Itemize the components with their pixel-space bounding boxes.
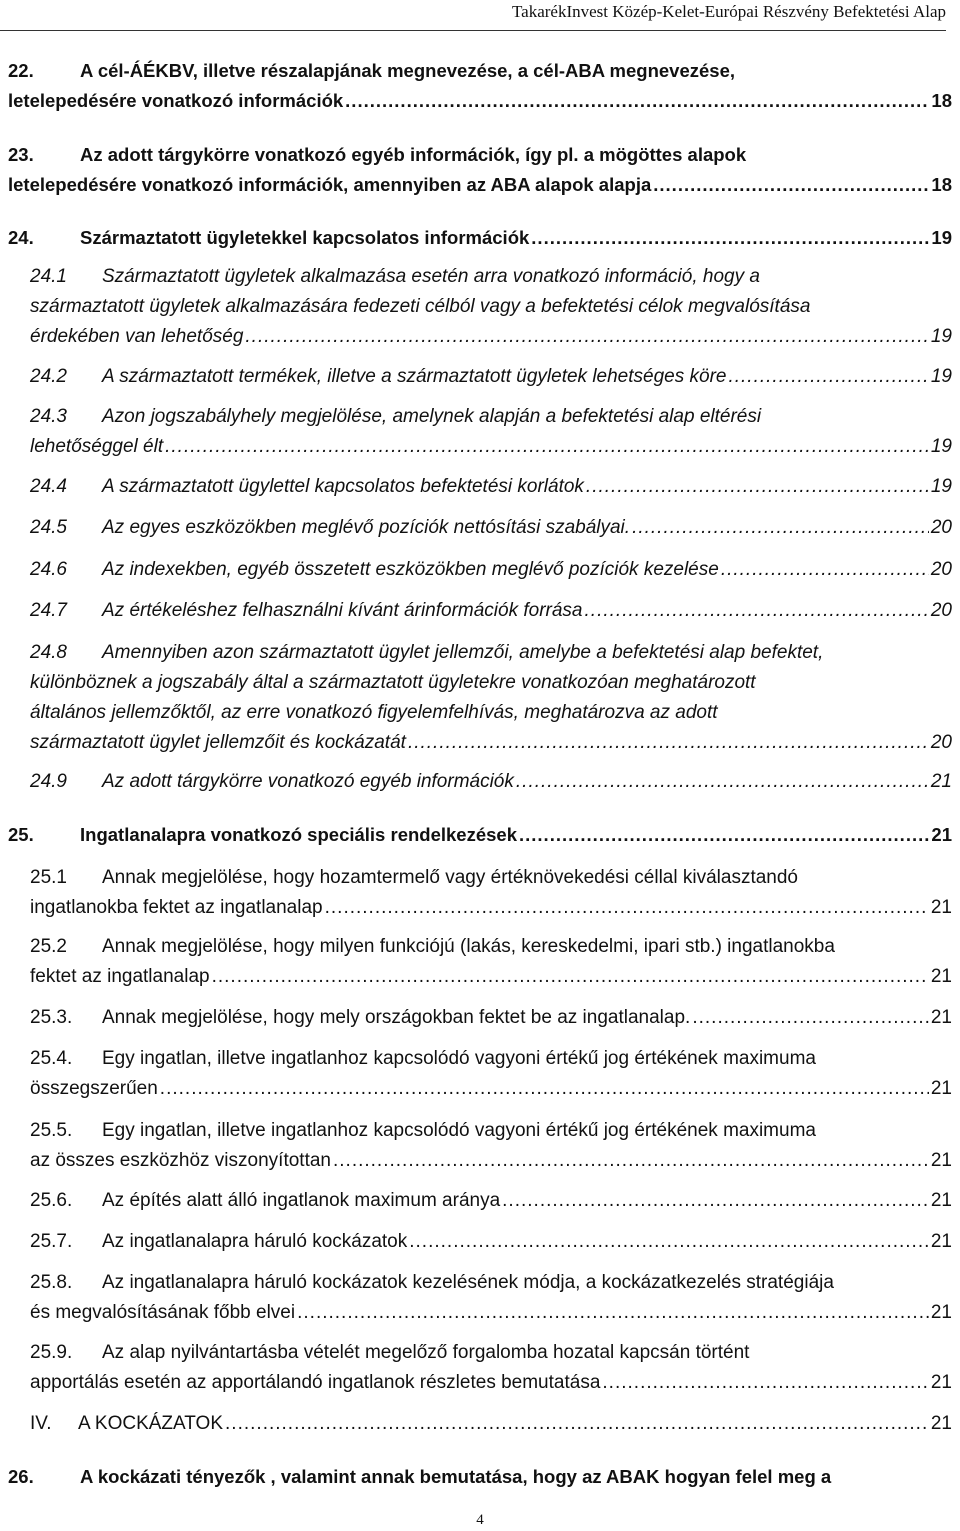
- toc-entry-page: 21: [930, 1231, 952, 1252]
- toc-entry-page: 18: [931, 90, 952, 111]
- toc-entry-title: Az adott tárgykörre vonatkozó egyéb információk, így pl. a mögöttes alapok: [80, 144, 747, 165]
- toc-entry-text-wrap: [30, 432, 163, 462]
- toc-entry-page: 21: [930, 1190, 952, 1211]
- toc-entry-text-wrap: [30, 1048, 816, 1069]
- toc-entry-line: [8, 1462, 952, 1492]
- toc-entry-page: 19: [930, 366, 952, 387]
- toc-entry-title: ingatlanokba fektet az ingatlanalap: [30, 897, 323, 918]
- toc-entry-page: 19: [930, 436, 952, 457]
- toc-entry-title: Ingatlanalapra vonatkozó speciális rendelkezések: [80, 824, 517, 845]
- toc-entry-number: 25.5.: [30, 1120, 73, 1141]
- toc-entry-title: Annak megjelölése, hogy mely országokban fektet be az ingatlanalap.: [102, 1007, 691, 1028]
- toc-entry[interactable]: [30, 1116, 952, 1176]
- toc-entry-number: 24.6: [30, 559, 67, 580]
- toc-entry-text-wrap: [30, 472, 584, 502]
- toc-entry-number: 25.8.: [30, 1272, 73, 1293]
- toc-entry-line: [30, 1338, 952, 1368]
- toc-entry-line: [30, 1409, 952, 1439]
- toc-entry-title: Amennyiben azon származtatott ügylet jellemzői, amelybe a befektetési alap befektet,: [102, 642, 824, 663]
- toc-entry-page: 21: [930, 966, 952, 987]
- toc-entry-text-wrap: [30, 555, 719, 585]
- toc-entry-number: 24.3: [30, 406, 67, 427]
- toc-entry-text-wrap: [30, 1272, 834, 1293]
- toc-entry-title: Az értékeléshez felhasználni kívánt árinformációk forrása: [102, 600, 583, 621]
- toc-entry-line: [30, 555, 952, 585]
- dot-leader: [602, 1368, 928, 1398]
- toc-entry[interactable]: [8, 140, 952, 200]
- toc-entry-title: lehetőséggel élt: [30, 436, 164, 457]
- toc-entry-number: 25.2: [30, 936, 67, 957]
- dot-leader: [333, 1146, 929, 1176]
- toc-entry-title: Az építés alatt álló ingatlanok maximum aránya: [102, 1190, 501, 1211]
- toc-entry-title: az összes eszközhöz viszonyítottan: [30, 1150, 331, 1171]
- toc-entry-title: és megvalósításának főbb elvei: [30, 1302, 296, 1323]
- toc-entry-text-wrap: [30, 1186, 500, 1216]
- toc-entry-number: 23.: [8, 144, 34, 165]
- toc-entry-line: [8, 140, 952, 170]
- toc-entry-page: 21: [931, 824, 952, 845]
- dot-leader: [585, 596, 929, 626]
- toc-entry-number: 26.: [8, 1466, 34, 1487]
- toc-entry-text-wrap: [30, 1146, 331, 1176]
- toc-entry-title: érdekében van lehetőség: [30, 326, 244, 347]
- dot-leader: [325, 893, 929, 923]
- toc-entry-page: 20: [930, 517, 952, 538]
- toc-entry-title: letelepedésére vonatkozó információk: [8, 90, 344, 111]
- toc-entry-page: 21: [930, 1078, 952, 1099]
- toc-entry-title: Az ingatlanalapra háruló kockázatok: [102, 1231, 408, 1252]
- toc-entry-title: összegszerűen: [30, 1078, 158, 1099]
- toc-entry-line: [30, 863, 952, 893]
- toc-entry-line: [30, 767, 952, 797]
- dot-leader: [586, 472, 929, 502]
- toc-entry-text-wrap: [30, 672, 756, 693]
- toc-entry[interactable]: [30, 932, 952, 992]
- toc-entry-text-wrap: [8, 144, 746, 165]
- toc-entry-text-wrap: [30, 596, 583, 626]
- toc-entry[interactable]: [30, 863, 952, 923]
- toc-entry-number: 25.3.: [30, 1007, 73, 1028]
- toc-entry-title: Egy ingatlan, illetve ingatlanhoz kapcsolódó vagyoni értékű jog értékének maximuma: [102, 1048, 816, 1069]
- toc-entry-line: [30, 1044, 952, 1074]
- toc-entry[interactable]: [30, 1227, 952, 1257]
- toc-entry-text-wrap: [30, 362, 726, 392]
- toc-entry-title: Az indexekben, egyéb összetett eszközökben meglévő pozíciók kezelése: [102, 559, 719, 580]
- toc-entry-title: A cél-ÁÉKBV, illetve részalapjának megnevezése, a cél-ABA megnevezése,: [80, 60, 736, 81]
- toc-entry-title: A KOCKÁZATOK: [78, 1413, 224, 1434]
- dot-leader: [160, 1074, 929, 1104]
- toc-entry-line: [30, 698, 952, 728]
- toc-entry-line: [30, 1368, 952, 1398]
- toc-entry[interactable]: [30, 262, 952, 352]
- toc-entry[interactable]: [30, 472, 952, 502]
- toc-entry-number: 25.9.: [30, 1342, 73, 1363]
- toc-entry-title: A származtatott ügylettel kapcsolatos befektetési korlátok: [102, 476, 584, 497]
- toc-entry[interactable]: [30, 1044, 952, 1104]
- toc-entry-title: származtatott ügylet jellemzőit és kockázatát: [30, 732, 406, 753]
- toc-entry-line: [8, 820, 952, 850]
- toc-entry-number: 24.: [8, 227, 34, 248]
- toc-entry-text-wrap: [8, 60, 735, 81]
- toc-entry[interactable]: [8, 56, 952, 116]
- toc-entry-title: Annak megjelölése, hogy hozamtermelő vagy értéknövekedési céllal kiválasztandó: [102, 867, 798, 888]
- toc-entry-page: 18: [931, 174, 952, 195]
- toc-entry-page: 21: [930, 1302, 952, 1323]
- toc-entry-number: 25.1: [30, 867, 67, 888]
- toc-entry-number: 25.4.: [30, 1048, 73, 1069]
- toc-entry-title: származtatott ügyletek alkalmazására fedezeti célból vagy a befektetési célok megvalósítása: [30, 296, 811, 317]
- toc-entry-text-wrap: [30, 1409, 223, 1439]
- dot-leader: [728, 362, 928, 392]
- toc-entry-number: 24.2: [30, 366, 67, 387]
- toc-entry-title: letelepedésére vonatkozó információk, amennyiben az ABA alapok alapja: [8, 174, 652, 195]
- toc-entry-line: [30, 1074, 952, 1104]
- toc-entry-number: 24.8: [30, 642, 67, 663]
- toc-entry[interactable]: [30, 1003, 952, 1033]
- page-header: [0, 0, 946, 31]
- toc-entry-page: 19: [931, 227, 952, 248]
- toc-entry-text-wrap: [30, 1298, 295, 1328]
- toc-entry-page: 19: [930, 476, 952, 497]
- toc-entry-number: 25.7.: [30, 1231, 73, 1252]
- dot-leader: [632, 513, 929, 543]
- toc-entry-page: 20: [930, 732, 952, 753]
- toc-entry[interactable]: [30, 1409, 952, 1439]
- dot-leader: [519, 820, 929, 850]
- toc-entry[interactable]: [30, 638, 952, 758]
- toc-entry-page: 21: [930, 1007, 952, 1028]
- toc-entry-title: Az adott tárgykörre vonatkozó egyéb információk: [102, 771, 514, 792]
- toc-entry-number: 24.9: [30, 771, 67, 792]
- dot-leader: [225, 1409, 929, 1439]
- toc-entry-number: 24.7: [30, 600, 67, 621]
- toc-entry[interactable]: [8, 820, 952, 850]
- toc-entry-line: [8, 56, 952, 86]
- toc-entry-text-wrap: [8, 86, 343, 116]
- toc-entry-line: [30, 262, 952, 292]
- toc-entry[interactable]: [30, 402, 952, 462]
- toc-entry-line: [30, 513, 952, 543]
- toc-entry[interactable]: [30, 1338, 952, 1398]
- dot-leader: [165, 432, 929, 462]
- toc-entry-line: [30, 472, 952, 502]
- toc-entry-title: Egy ingatlan, illetve ingatlanhoz kapcsolódó vagyoni értékű jog értékének maximuma: [102, 1120, 816, 1141]
- toc-entry-page: 21: [930, 771, 952, 792]
- toc-entry[interactable]: [30, 513, 952, 543]
- toc-entry-text-wrap: [30, 1342, 749, 1363]
- toc-entry-title: A kockázati tényezők , valamint annak bemutatása, hogy az ABAK hogyan felel meg a: [80, 1466, 832, 1487]
- toc-entry-title: Származtatott ügyletekkel kapcsolatos információk: [80, 227, 530, 248]
- toc-entry-text-wrap: [30, 867, 798, 888]
- toc-entry[interactable]: [30, 1268, 952, 1328]
- toc-entry-text-wrap: [30, 406, 761, 427]
- dot-leader: [531, 223, 929, 253]
- toc-entry-page: 21: [930, 1150, 952, 1171]
- dot-leader: [212, 962, 929, 992]
- toc-entry-line: [30, 1227, 952, 1257]
- toc-entry-line: [30, 1116, 952, 1146]
- toc-entry-text-wrap: [30, 767, 514, 797]
- toc-entry-line: [8, 86, 952, 116]
- toc-entry[interactable]: [30, 362, 952, 392]
- toc-entry[interactable]: [30, 1186, 952, 1216]
- toc-entry-number: 24.4: [30, 476, 67, 497]
- toc-entry-text-wrap: [30, 893, 323, 923]
- toc-entry-text-wrap: [30, 1120, 816, 1141]
- dot-leader: [297, 1298, 929, 1328]
- toc-entry-line: [30, 962, 952, 992]
- toc-entry-line: [30, 932, 952, 962]
- toc-entry-line: [30, 362, 952, 392]
- toc-entry-text-wrap: [30, 1003, 690, 1033]
- toc-entry-text-wrap: [30, 322, 243, 352]
- toc-entry-text-wrap: [30, 513, 630, 543]
- toc-entry-line: [30, 402, 952, 432]
- toc-entry-number: IV.: [30, 1413, 52, 1434]
- toc-entry-title: Az ingatlanalapra háruló kockázatok kezelésének módja, a kockázatkezelés stratégiája: [102, 1272, 834, 1293]
- toc-entry-text-wrap: [8, 1462, 831, 1492]
- toc-entry-number: 24.5: [30, 517, 67, 538]
- toc-entry-text-wrap: [8, 223, 529, 253]
- toc-entry-title: Származtatott ügyletek alkalmazása esetén arra vonatkozó információ, hogy a: [102, 266, 760, 287]
- toc-entry-title: fektet az ingatlanalap: [30, 966, 210, 987]
- toc-entry-line: [30, 322, 952, 352]
- toc-entry-line: [30, 1186, 952, 1216]
- toc-entry-title: Annak megjelölése, hogy milyen funkciójú (lakás, kereskedelmi, ipari stb.) ingatlanokba: [102, 936, 835, 957]
- toc-entry-text-wrap: [30, 296, 810, 317]
- toc-entry-text-wrap: [30, 962, 210, 992]
- dot-leader: [516, 767, 929, 797]
- toc-entry-line: [8, 170, 952, 200]
- toc-entry-text-wrap: [8, 820, 517, 850]
- dot-leader: [409, 1227, 929, 1257]
- toc-entry-line: [30, 1003, 952, 1033]
- toc-entry-title: Azon jogszabályhely megjelölése, amelynek alapján a befektetési alap eltérési: [102, 406, 762, 427]
- toc-entry-text-wrap: [8, 170, 651, 200]
- toc-entry-page: 21: [930, 897, 952, 918]
- toc-entry-line: [30, 432, 952, 462]
- dot-leader: [692, 1003, 929, 1033]
- dot-leader: [408, 728, 929, 758]
- toc-entry-line: [30, 292, 952, 322]
- toc-entry-number: 24.1: [30, 266, 67, 287]
- toc-entry-line: [30, 728, 952, 758]
- toc-entry-line: [30, 596, 952, 626]
- toc-entry-title: Az alap nyilvántartásba vételét megelőző forgalomba hozatal kapcsán történt: [102, 1342, 750, 1363]
- toc-entry[interactable]: [30, 596, 952, 626]
- toc-entry-line: [30, 668, 952, 698]
- toc-entry-title: Az egyes eszközökben meglévő pozíciók nettósítási szabályai.: [102, 517, 631, 538]
- dot-leader: [502, 1186, 929, 1216]
- toc-entry-line: [30, 1146, 952, 1176]
- dot-leader: [721, 555, 929, 585]
- dot-leader: [245, 322, 928, 352]
- toc-entry-number: 25.: [8, 824, 34, 845]
- toc-entry[interactable]: [30, 555, 952, 585]
- toc-entry-text-wrap: [30, 1074, 158, 1104]
- toc-entry-title: különböznek a jogszabály által a származtatott ügyletekre vonatkozóan meghatározott: [30, 672, 756, 693]
- toc-entry-text-wrap: [30, 702, 718, 723]
- toc-entry-page: 19: [930, 326, 952, 347]
- toc-entry-text-wrap: [30, 1227, 407, 1257]
- toc-entry-line: [30, 638, 952, 668]
- toc-entry[interactable]: [30, 767, 952, 797]
- toc-entry-title: általános jellemzőktől, az erre vonatkozó figyelemfelhívás, meghatározva az adott: [30, 702, 718, 723]
- toc-entry-title: A származtatott termékek, illetve a származtatott ügyletek lehetséges köre: [102, 366, 727, 387]
- dot-leader: [653, 170, 929, 200]
- toc-entry-line: [30, 893, 952, 923]
- toc-entry[interactable]: [8, 223, 952, 253]
- toc-entry-text-wrap: [30, 642, 823, 663]
- toc-entry-page: 20: [930, 600, 952, 621]
- toc-entry-number: 25.6.: [30, 1190, 73, 1211]
- toc-entry-text-wrap: [30, 266, 760, 287]
- page-number: 4: [476, 1512, 484, 1528]
- toc-entry-text-wrap: [30, 1368, 600, 1398]
- toc-entry-page: 21: [930, 1413, 952, 1434]
- toc-entry-page: 21: [930, 1372, 952, 1393]
- toc-entry-number: 22.: [8, 60, 34, 81]
- toc-entry-line: [8, 223, 952, 253]
- toc-entry-line: [30, 1268, 952, 1298]
- toc-entry-text-wrap: [30, 936, 835, 957]
- toc-entry-page: 20: [930, 559, 952, 580]
- toc-entry-line: [30, 1298, 952, 1328]
- toc-entry-title: apportálás esetén az apportálandó ingatlanok részletes bemutatása: [30, 1372, 601, 1393]
- toc-entry[interactable]: [8, 1462, 952, 1492]
- document-title: TakarékInvest Közép-Kelet-Európai Részvény Befektetési Alap: [511, 2, 946, 21]
- dot-leader: [345, 86, 929, 116]
- toc-entry-text-wrap: [30, 728, 406, 758]
